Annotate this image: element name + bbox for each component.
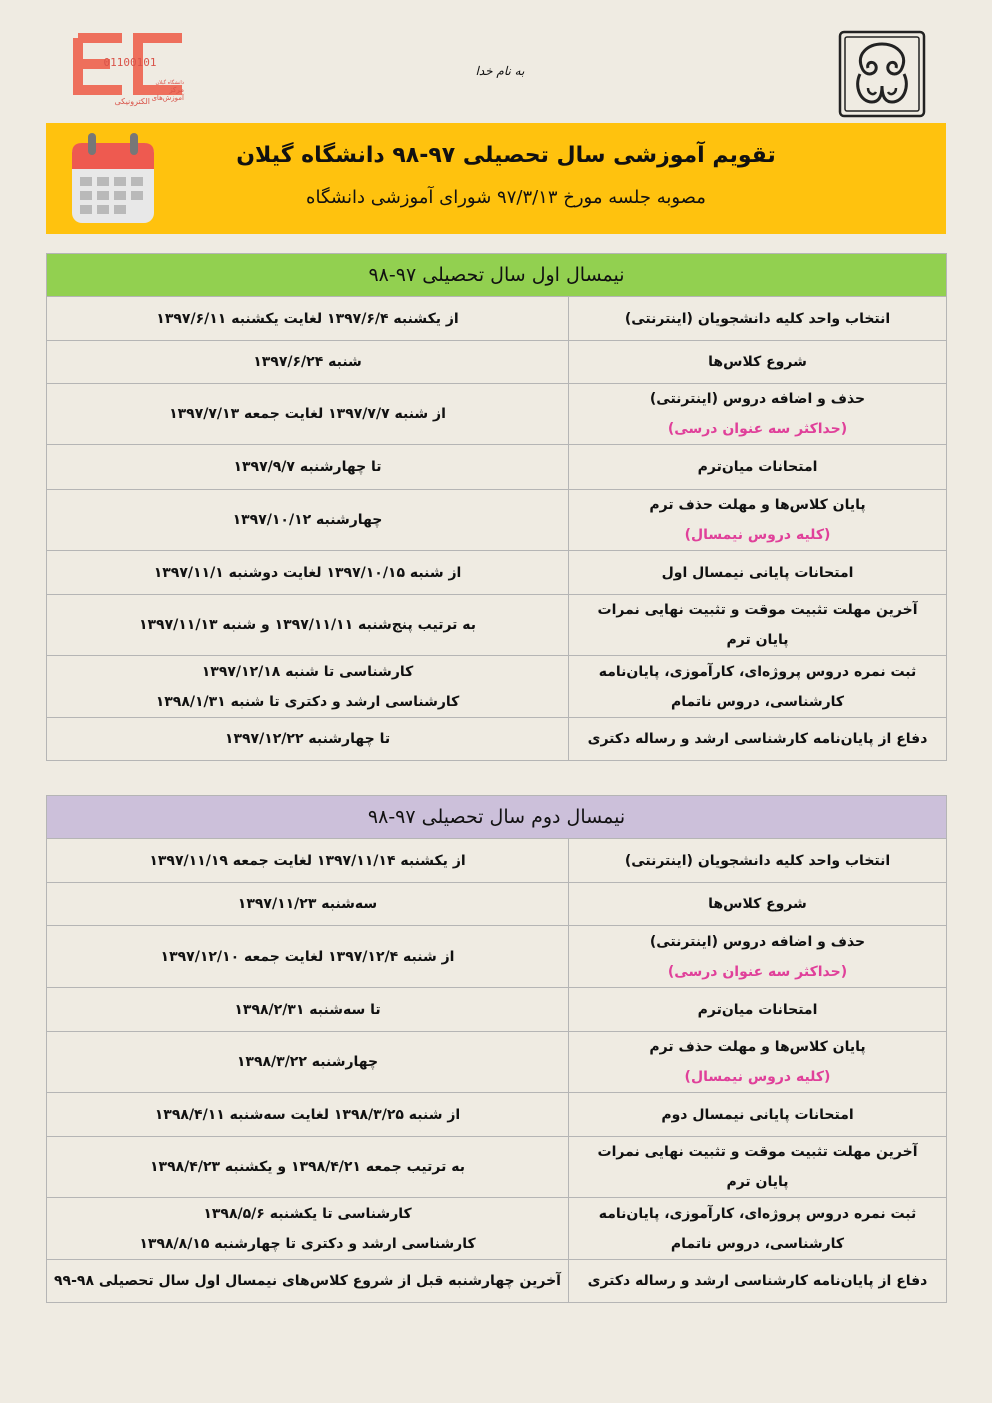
- row-value: تا چهارشنبه ۱۳۹۷/۹/۷: [47, 445, 569, 490]
- row-value: از شنبه ۱۳۹۸/۳/۲۵ لغایت سه‌شنبه ۱۳۹۸/۴/۱۱: [47, 1093, 569, 1137]
- row-label: [569, 490, 947, 551]
- table-row: [47, 656, 947, 718]
- row-value: تا سه‌شنبه ۱۳۹۸/۲/۳۱: [47, 988, 569, 1032]
- row-value-text: کارشناسی تا شنبه ۱۳۹۷/۱۲/۱۸: [201, 663, 414, 680]
- table-row: [47, 297, 947, 341]
- row-label: [569, 384, 947, 445]
- table-row: [47, 718, 947, 761]
- row-label: امتحانات میان‌ترم: [569, 988, 947, 1032]
- row-value: چهارشنبه ۱۳۹۷/۱۰/۱۲: [47, 490, 569, 551]
- table-row: [47, 988, 947, 1032]
- row-value: چهارشنبه ۱۳۹۸/۳/۲۲: [47, 1032, 569, 1093]
- table-row: [47, 1198, 947, 1260]
- row-label: دفاع از پایان‌نامه کارشناسی ارشد و رساله دکتری: [569, 718, 947, 761]
- logo-university-text: دانشگاه گیلان: [155, 80, 184, 86]
- row-label: [569, 656, 947, 718]
- row-label: [569, 1137, 947, 1198]
- row-label: شروع کلاس‌ها: [569, 341, 947, 384]
- row-value: از یکشنبه ۱۳۹۷/۱۱/۱۴ لغایت جمعه ۱۳۹۷/۱۱/۱۹: [47, 839, 569, 883]
- row-value: از شنبه ۱۳۹۷/۷/۷ لغایت جمعه ۱۳۹۷/۷/۱۳: [47, 384, 569, 445]
- row-note: (حداکثر سه عنوان درسی): [667, 421, 848, 437]
- table-row: [47, 445, 947, 490]
- row-label: انتخاب واحد کلیه دانشجویان (اینترنتی): [569, 297, 947, 341]
- table-row: [47, 341, 947, 384]
- row-label: شروع کلاس‌ها: [569, 883, 947, 926]
- row-value: به ترتیب پنج‌شنبه ۱۳۹۷/۱۱/۱۱ و شنبه ۱۳۹۷/۱۱/۱۳: [47, 595, 569, 656]
- row-value: از شنبه ۱۳۹۷/۱۲/۴ لغایت جمعه ۱۳۹۷/۱۲/۱۰: [47, 926, 569, 988]
- row-label: [569, 1198, 947, 1260]
- table-row: [47, 839, 947, 883]
- row-note: (کلیه دروس نیمسال): [684, 1069, 831, 1085]
- row-label-text-2: کارشناسی، دروس ناتمام: [670, 693, 845, 710]
- row-label: [569, 595, 947, 656]
- table-row: [47, 551, 947, 595]
- row-label-text: ثبت نمره دروس پروژه‌ای، کارآموزی، پایان‌نامه: [598, 1205, 917, 1222]
- row-label: امتحانات پایانی نیمسال اول: [569, 551, 947, 595]
- row-label: دفاع از پایان‌نامه کارشناسی ارشد و رساله دکتری: [569, 1260, 947, 1303]
- row-note: (حداکثر سه عنوان درسی): [667, 963, 848, 980]
- calendar-subtitle: مصوبه جلسه مورخ ۹۷/۳/۱۳ شورای آموزشی دانشگاه: [306, 187, 706, 208]
- row-label-text: پایان کلاس‌ها و مهلت حذف ترم: [649, 497, 866, 513]
- row-value: [47, 1198, 569, 1260]
- row-label-text-2: پایان ترم: [726, 632, 789, 648]
- logo-line3-text: الکترونیکی: [114, 97, 150, 106]
- row-value-text-2: کارشناسی ارشد و دکتری تا چهارشنبه ۱۳۹۸/۸/۱۵: [139, 1235, 476, 1252]
- table-row: [47, 384, 947, 445]
- row-value: تا چهارشنبه ۱۳۹۷/۱۲/۲۲: [47, 718, 569, 761]
- row-value-text-2: کارشناسی ارشد و دکتری تا شنبه ۱۳۹۸/۱/۳۱: [155, 693, 460, 710]
- row-label-text: حذف و اضافه دروس (اینترنتی): [649, 933, 866, 950]
- university-emblem-logo: [838, 30, 926, 118]
- row-value: سه‌شنبه ۱۳۹۷/۱۱/۲۳: [47, 883, 569, 926]
- table-row: [47, 926, 947, 988]
- row-value: [47, 656, 569, 718]
- row-label: انتخاب واحد کلیه دانشجویان (اینترنتی): [569, 839, 947, 883]
- calendar-title: تقویم آموزشی سال تحصیلی ۹۷-۹۸ دانشگاه گیلان: [236, 143, 776, 168]
- table-row: [47, 1093, 947, 1137]
- table-row: [47, 883, 947, 926]
- row-value: به ترتیب جمعه ۱۳۹۸/۴/۲۱ و یکشنبه ۱۳۹۸/۴/۲۳: [47, 1137, 569, 1198]
- row-value: از شنبه ۱۳۹۷/۱۰/۱۵ لغایت دوشنبه ۱۳۹۷/۱۱/۱: [47, 551, 569, 595]
- row-value: از یکشنبه ۱۳۹۷/۶/۴ لغایت یکشنبه ۱۳۹۷/۶/۱۱: [47, 297, 569, 341]
- row-label-text: آخرین مهلت تثبیت موقت و تثبیت نهایی نمرات: [597, 1144, 918, 1160]
- table-row: [47, 1137, 947, 1198]
- semester1-title: نیمسال اول سال تحصیلی ۹۷-۹۸: [47, 254, 947, 297]
- row-value: آخرین چهارشنبه قبل از شروع کلاس‌های نیمسال اول سال تحصیلی ۹۸-۹۹: [47, 1260, 569, 1303]
- logo-code-text: 01100101: [103, 56, 157, 69]
- bismillah: به نام خدا: [475, 64, 525, 78]
- calendar-icon: [68, 129, 158, 227]
- logo-line2-text: آموزش‌های: [151, 94, 184, 102]
- row-note: (کلیه دروس نیمسال): [684, 527, 831, 543]
- row-label-text: حذف و اضافه دروس (اینترنتی): [649, 391, 866, 407]
- semester2-title: نیمسال دوم سال تحصیلی ۹۷-۹۸: [47, 796, 947, 839]
- semester1-table: [46, 253, 947, 761]
- row-label: امتحانات میان‌ترم: [569, 445, 947, 490]
- logo-line1-text: مرکز: [169, 86, 184, 94]
- row-label-text: ثبت نمره دروس پروژه‌ای، کارآموزی، پایان‌نامه: [598, 663, 917, 680]
- row-label-text-2: کارشناسی، دروس ناتمام: [670, 1235, 845, 1252]
- row-label: [569, 926, 947, 988]
- semester2-table: [46, 795, 947, 1303]
- row-label-text: آخرین مهلت تثبیت موقت و تثبیت نهایی نمرات: [597, 602, 918, 618]
- row-label-text: پایان کلاس‌ها و مهلت حذف ترم: [649, 1039, 866, 1055]
- row-label: [569, 1032, 947, 1093]
- table-row: [47, 595, 947, 656]
- row-value: شنبه ۱۳۹۷/۶/۲۴: [47, 341, 569, 384]
- table-row: [47, 1260, 947, 1303]
- table-row: [47, 1032, 947, 1093]
- row-label: امتحانات پایانی نیمسال دوم: [569, 1093, 947, 1137]
- table-row: [47, 490, 947, 551]
- title-banner: [46, 123, 946, 234]
- row-label-text-2: پایان ترم: [726, 1174, 789, 1190]
- row-value-text: کارشناسی تا یکشنبه ۱۳۹۸/۵/۶: [203, 1205, 412, 1222]
- e-learning-center-logo: [70, 32, 190, 112]
